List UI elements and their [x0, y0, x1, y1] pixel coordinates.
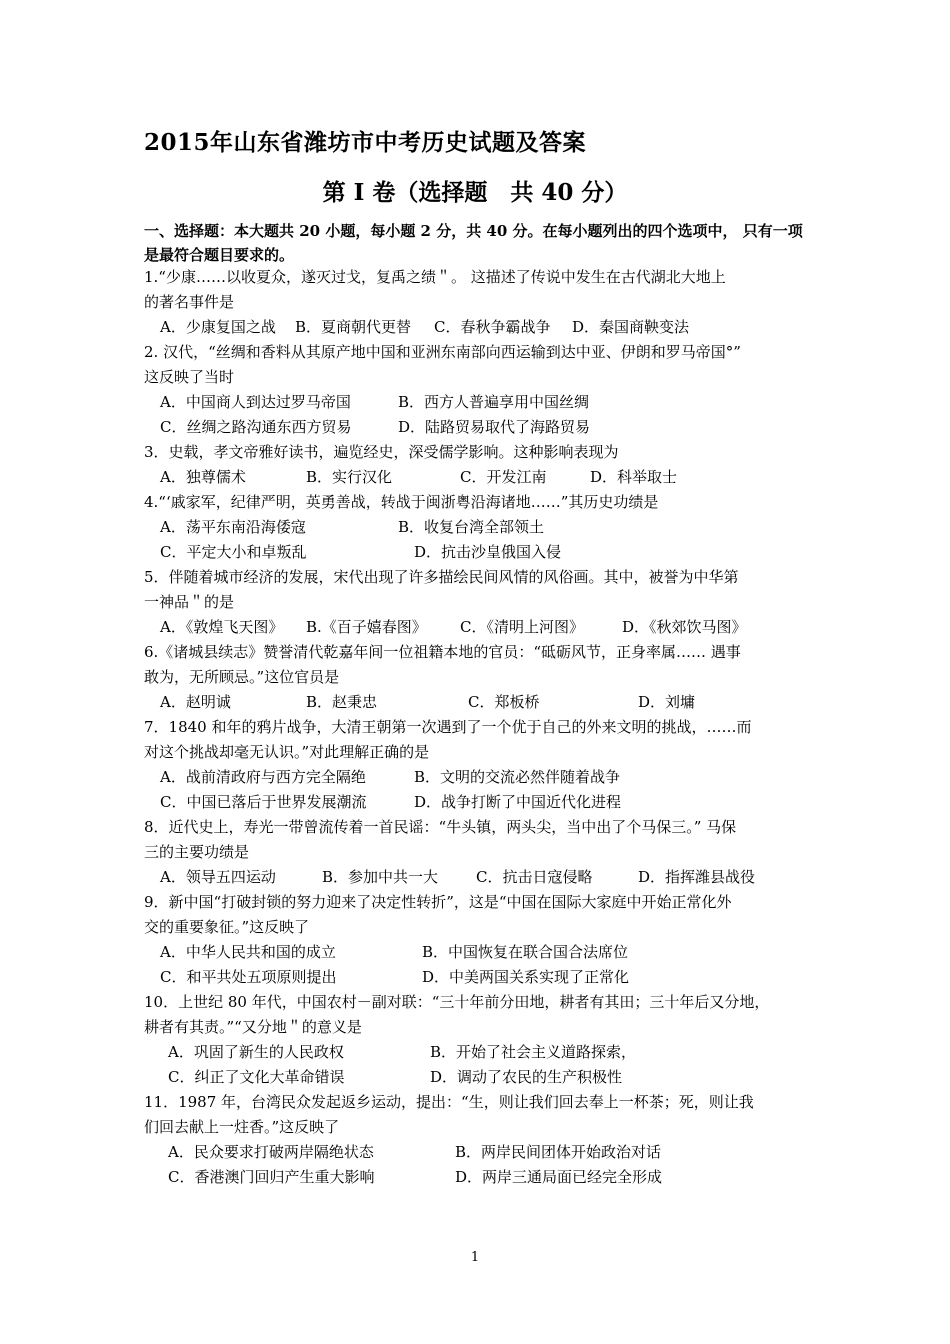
- question-2-option-d: D．陆路贸易取代了海路贸易: [398, 418, 591, 436]
- question-3-option-c: C．开发江南: [460, 468, 547, 486]
- page-title: 2015年山东省潍坊市中考历史试题及答案: [144, 129, 587, 156]
- question-2-line-2: 这反映了当时: [144, 368, 235, 386]
- question-8-option-a: A．领导五四运动: [160, 868, 276, 886]
- question-9-option-b: B．中国恢复在联合国合法席位: [422, 943, 629, 961]
- question-9-line-1: 9．新中国“打破封锁的努力迎来了决定性转折”，这是“中国在国际大家庭中开始正常化外: [144, 893, 732, 911]
- question-2-option-b: B．西方人普遍享用中国丝绸: [398, 393, 590, 411]
- question-2-option-c: C．丝绸之路沟通东西方贸易: [160, 418, 352, 436]
- question-8-line-2: 三的主要功绩是: [144, 843, 250, 861]
- question-2-line-1: 2. 汉代，“丝绸和香料从其原产地中国和亚洲东南部向西运输到达中亚、伊朗和罗马帝国°”: [144, 343, 741, 361]
- question-9-option-a: A．中华人民共和国的成立: [160, 943, 336, 961]
- question-9-line-2: 交的重要象征。”这反映了: [144, 918, 310, 936]
- question-5-line-1: 5．伴随着城市经济的发展，宋代出现了许多描绘民间风情的风俗画。其中，被誉为中华第: [144, 568, 739, 586]
- question-5-option-b: B.《百子嬉春图》: [306, 618, 427, 636]
- question-3-option-d: D．科举取士: [590, 468, 678, 486]
- question-1-line-2: 的著名事件是: [144, 293, 235, 311]
- question-5-option-c: C．《清明上河图》: [460, 618, 584, 636]
- question-8-option-d: D．指挥潍县战役: [638, 868, 756, 886]
- question-10-option-c: C．纠正了文化大革命错误: [168, 1068, 345, 1086]
- question-4-line-1: 4.“‘戚家军，纪律严明，英勇善战，转战于闽浙粤沿海诸地……”其历史功绩是: [144, 493, 659, 511]
- question-6-option-d: D．刘墉: [638, 693, 696, 711]
- question-6-line-1: 6.《诸城县续志》赞誉清代乾嘉年间一位祖籍本地的官员：“砥砺风节，正身率属…… 遇事: [144, 643, 741, 661]
- question-4-option-d: D．抗击沙皇俄国入侵: [414, 543, 562, 561]
- question-6-option-b: B．赵秉忠: [306, 693, 378, 711]
- question-8-option-b: B．参加中共一大: [322, 868, 439, 886]
- question-4-option-b: B．收复台湾全部领土: [398, 518, 545, 536]
- question-11-line-2: 们回去献上一炷香。”这反映了: [144, 1118, 340, 1136]
- question-8-line-1: 8．近代史上，寿光一带曾流传着一首民谣：“牛头镇，两头尖，当中出了个马保三。” 马保: [144, 818, 737, 836]
- question-7-option-c: C．中国已落后于世界发展潮流: [160, 793, 367, 811]
- question-6-option-a: A．赵明诚: [160, 693, 231, 711]
- question-8-option-c: C．抗击日寇侵略: [476, 868, 593, 886]
- question-11-line-1: 11．1987 年，台湾民众发起返乡运动，提出：“生，则让我们回去奉上一杯茶；死，则让我: [144, 1093, 754, 1111]
- page-number: 1: [470, 1250, 480, 1265]
- question-7-option-b: B．文明的交流必然伴随着战争: [414, 768, 621, 786]
- question-10-line-2: 耕者有其责。”“又分地＂的意义是: [144, 1018, 362, 1036]
- question-2-option-a: A．中国商人到达过罗马帝国: [160, 393, 351, 411]
- question-4-option-a: A．荡平东南沿海倭寇: [160, 518, 306, 536]
- question-9-option-c: C．和平共处五项原则提出: [160, 968, 337, 986]
- question-5-line-2: 一神品＂的是: [144, 593, 235, 611]
- question-5-option-d: D．《秋郊饮马图》: [622, 618, 747, 636]
- question-5-option-a: A．《敦煌飞天图》: [160, 618, 284, 636]
- question-11-option-c: C．香港澳门回归产生重大影响: [168, 1168, 375, 1186]
- instructions: 一、选择题：本大题共 20 小题，每小题 2 分，共 40 分。在每小题列出的四个选项中， 只有一项是最符合题目要求的。: [144, 222, 803, 264]
- question-11-option-b: B．两岸民间团体开始政治对话: [455, 1143, 662, 1161]
- question-1-option-b: B．夏商朝代更替: [295, 318, 412, 336]
- question-10-option-a: A．巩固了新生的人民政权: [168, 1043, 344, 1061]
- question-3-line-1: 3．史载，孝文帝雅好读书，遍览经史，深受儒学影响。这种影响表现为: [144, 443, 619, 461]
- question-7-option-a: A．战前清政府与西方完全隔绝: [160, 768, 366, 786]
- question-7-line-2: 对这个挑战却毫无认识。”对此理解正确的是: [144, 743, 430, 761]
- question-7-option-d: D．战争打断了中国近代化进程: [414, 793, 622, 811]
- question-1-line-1: 1.“少康……以收夏众，遂灭过戈，复禹之绩＂。 这描述了传说中发生在古代湖北大地上: [144, 268, 726, 286]
- question-10-option-b: B．开始了社会主义道路探索，: [430, 1043, 637, 1061]
- question-4-option-c: C．平定大小和卓叛乱: [160, 543, 307, 561]
- question-3-option-a: A．独尊儒术: [160, 468, 246, 486]
- question-7-line-1: 7．1840 和年的鸦片战争，大清王朝第一次遇到了一个优于自己的外来文明的挑战，……而: [144, 718, 752, 736]
- question-3-option-b: B．实行汉化: [306, 468, 393, 486]
- question-6-option-c: C．郑板桥: [468, 693, 540, 711]
- question-1-option-c: C．春秋争霸战争: [434, 318, 551, 336]
- question-10-line-1: 10．上世纪 80 年代，中国农村－副对联：“三十年前分田地，耕者有其田；三十年后又分地，: [144, 993, 770, 1011]
- question-11-option-d: D．两岸三通局面已经完全形成: [455, 1168, 663, 1186]
- question-6-line-2: 敢为，无所顾忌。”这位官员是: [144, 668, 340, 686]
- question-9-option-d: D．中美两国关系实现了正常化: [422, 968, 630, 986]
- section-title: 第 I 卷（选择题 共 40 分）: [322, 179, 628, 206]
- question-1-option-a: A．少康复国之战: [160, 318, 276, 336]
- question-10-option-d: D．调动了农民的生产积极性: [430, 1068, 623, 1086]
- question-11-option-a: A．民众要求打破两岸隔绝状态: [168, 1143, 374, 1161]
- question-1-option-d: D．秦国商鞅变法: [572, 318, 690, 336]
